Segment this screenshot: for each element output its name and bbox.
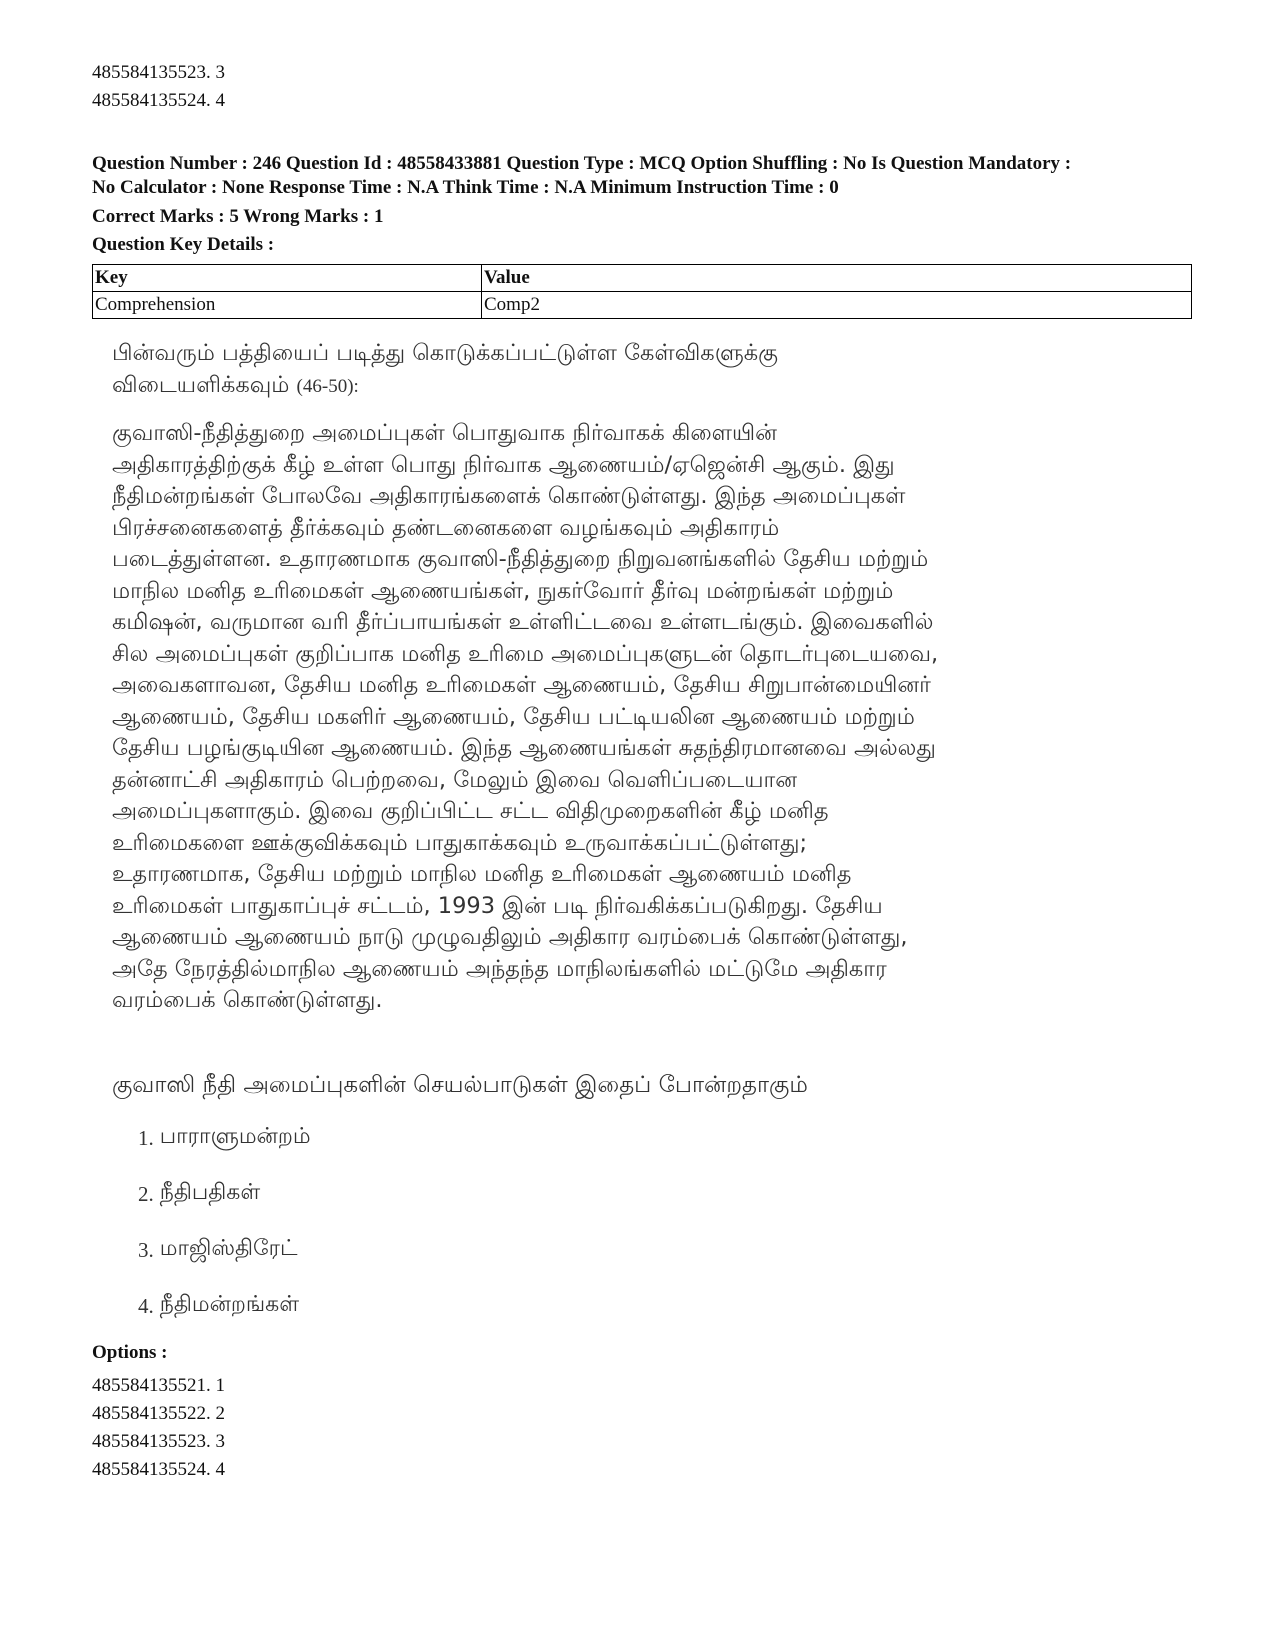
table-header-value: Value <box>482 265 1192 292</box>
meta-line-1: Question Number : 246 Question Id : 48558433881 Question Type : MCQ Option Shuffling : No Is Question Mandatory : <box>92 153 1072 174</box>
key-details-table <box>92 264 1192 319</box>
choice-item <box>138 1236 311 1292</box>
passage-line: ஆணையம் ஆணையம் நாடு முழுவதிலும் அதிகார வரம்பைக் கொண்டுள்ளது, <box>112 924 908 950</box>
choice-number: 1. <box>138 1126 154 1150</box>
options-list <box>92 1372 225 1484</box>
table-header-key: Key <box>93 265 482 292</box>
choice-item <box>138 1180 311 1236</box>
passage-line: அதே நேரத்தில்மாநில ஆணையம் அந்தந்த மாநிலங்களில் மட்டுமே அதிகார <box>112 955 887 982</box>
passage-line: நீதிமன்றங்கள் போலவே அதிகாரங்களைக் கொண்டுள்ளது. இந்த அமைப்புகள் <box>112 483 906 509</box>
choice-text: பாராளுமன்றம் <box>159 1124 311 1149</box>
passage-body <box>112 418 1172 1017</box>
option-line: 485584135522. 2 <box>92 1403 225 1424</box>
intro-line-2: விடையளிக்கவும் <box>112 371 290 398</box>
meta-line-2: No Calculator : None Response Time : N.A Think Time : N.A Minimum Instruction Time : 0 <box>92 177 839 198</box>
table-cell-value: Comp2 <box>482 292 1192 319</box>
option-line: 485584135524. 4 <box>92 90 225 111</box>
passage-line: பிரச்சனைகளைத் தீர்க்கவும் தண்டனைகளை வழங்கவும் அதிகாரம் <box>112 514 780 541</box>
passage-line: அதிகாரத்திற்குக் கீழ் உள்ள பொது நிர்வாக ஆணையம்/ஏஜென்சி ஆகும். இது <box>112 451 895 478</box>
passage-line: மாநில மனித உரிமைகள் ஆணையங்கள், நுகர்வோர் தீர்வு மன்றங்கள் மற்றும் <box>112 577 894 604</box>
question-meta <box>92 152 1192 200</box>
table-row <box>93 292 1192 319</box>
key-details-label: Question Key Details : <box>92 234 275 255</box>
option-line: 485584135523. 3 <box>92 1431 225 1452</box>
passage-line: உதாரணமாக, தேசிய மற்றும் மாநில மனித உரிமைகள் ஆணையம் மனித <box>112 861 852 887</box>
comprehension-passage <box>112 338 1172 1017</box>
table-cell-key: Comprehension <box>93 292 482 319</box>
choice-item <box>138 1124 311 1180</box>
question-text: குவாஸி நீதி அமைப்புகளின் செயல்பாடுகள் இதைப் போன்றதாகும் <box>112 1072 808 1098</box>
passage-line: உரிமைகள் பாதுகாப்புச் சட்டம், 1993 இன் படி நிர்வகிக்கப்படுகிறது. தேசிய <box>112 892 883 919</box>
passage-line: வரம்பைக் கொண்டுள்ளது. <box>112 987 383 1013</box>
passage-line: சில அமைப்புகள் குறிப்பாக மனித உரிமை அமைப்புகளுடன் தொடர்புடையவை, <box>112 640 939 667</box>
choice-number: 2. <box>138 1182 154 1206</box>
choice-number: 4. <box>138 1294 154 1318</box>
answer-choices <box>138 1124 311 1348</box>
passage-line: அவைகளாவன, தேசிய மனித உரிமைகள் ஆணையம், தேசிய சிறுபான்மையினர் <box>112 672 931 698</box>
passage-line: உரிமைகளை ஊக்குவிக்கவும் பாதுகாக்கவும் உருவாக்கப்பட்டுள்ளது; <box>112 829 808 856</box>
choice-text: நீதிமன்றங்கள் <box>159 1292 300 1317</box>
previous-options-list <box>92 59 225 115</box>
option-line: 485584135524. 4 <box>92 1459 225 1480</box>
passage-line: அமைப்புகளாகும். இவை குறிப்பிட்ட சட்ட விதிமுறைகளின் கீழ் மனித <box>112 798 829 824</box>
choice-number: 3. <box>138 1238 154 1262</box>
options-label: Options : <box>92 1342 168 1363</box>
choice-text: நீதிபதிகள் <box>159 1180 261 1205</box>
passage-line: தேசிய பழங்குடியின ஆணையம். இந்த ஆணையங்கள் சுதந்திரமானவை அல்லது <box>112 735 936 761</box>
option-line: 485584135523. 3 <box>92 62 225 83</box>
marks-line: Correct Marks : 5 Wrong Marks : 1 <box>92 206 384 227</box>
passage-line: ஆணையம், தேசிய மகளிர் ஆணையம், தேசிய பட்டியலின ஆணையம் மற்றும் <box>112 703 915 730</box>
intro-line-1: பின்வரும் பத்தியைப் படித்து கொடுக்கப்பட்டுள்ள கேள்விகளுக்கு <box>112 340 778 366</box>
passage-line: குவாஸி-நீதித்துறை அமைப்புகள் பொதுவாக நிர்வாகக் கிளையின் <box>112 420 777 446</box>
option-line: 485584135521. 1 <box>92 1375 225 1396</box>
choice-item <box>138 1292 311 1348</box>
passage-line: தன்னாட்சி அதிகாரம் பெற்றவை, மேலும் இவை வெளிப்படையான <box>112 766 798 793</box>
passage-intro <box>112 338 1172 402</box>
choice-text: மாஜிஸ்திரேட் <box>159 1236 298 1261</box>
intro-range: (46-50): <box>296 375 359 397</box>
table-header-row <box>93 265 1192 292</box>
passage-line: படைத்துள்ளன. உதாரணமாக குவாஸி-நீதித்துறை நிறுவனங்களில் தேசிய மற்றும் <box>112 546 929 572</box>
passage-line: கமிஷன், வருமான வரி தீர்ப்பாயங்கள் உள்ளிட்டவை உள்ளடங்கும். இவைகளில் <box>112 609 934 635</box>
